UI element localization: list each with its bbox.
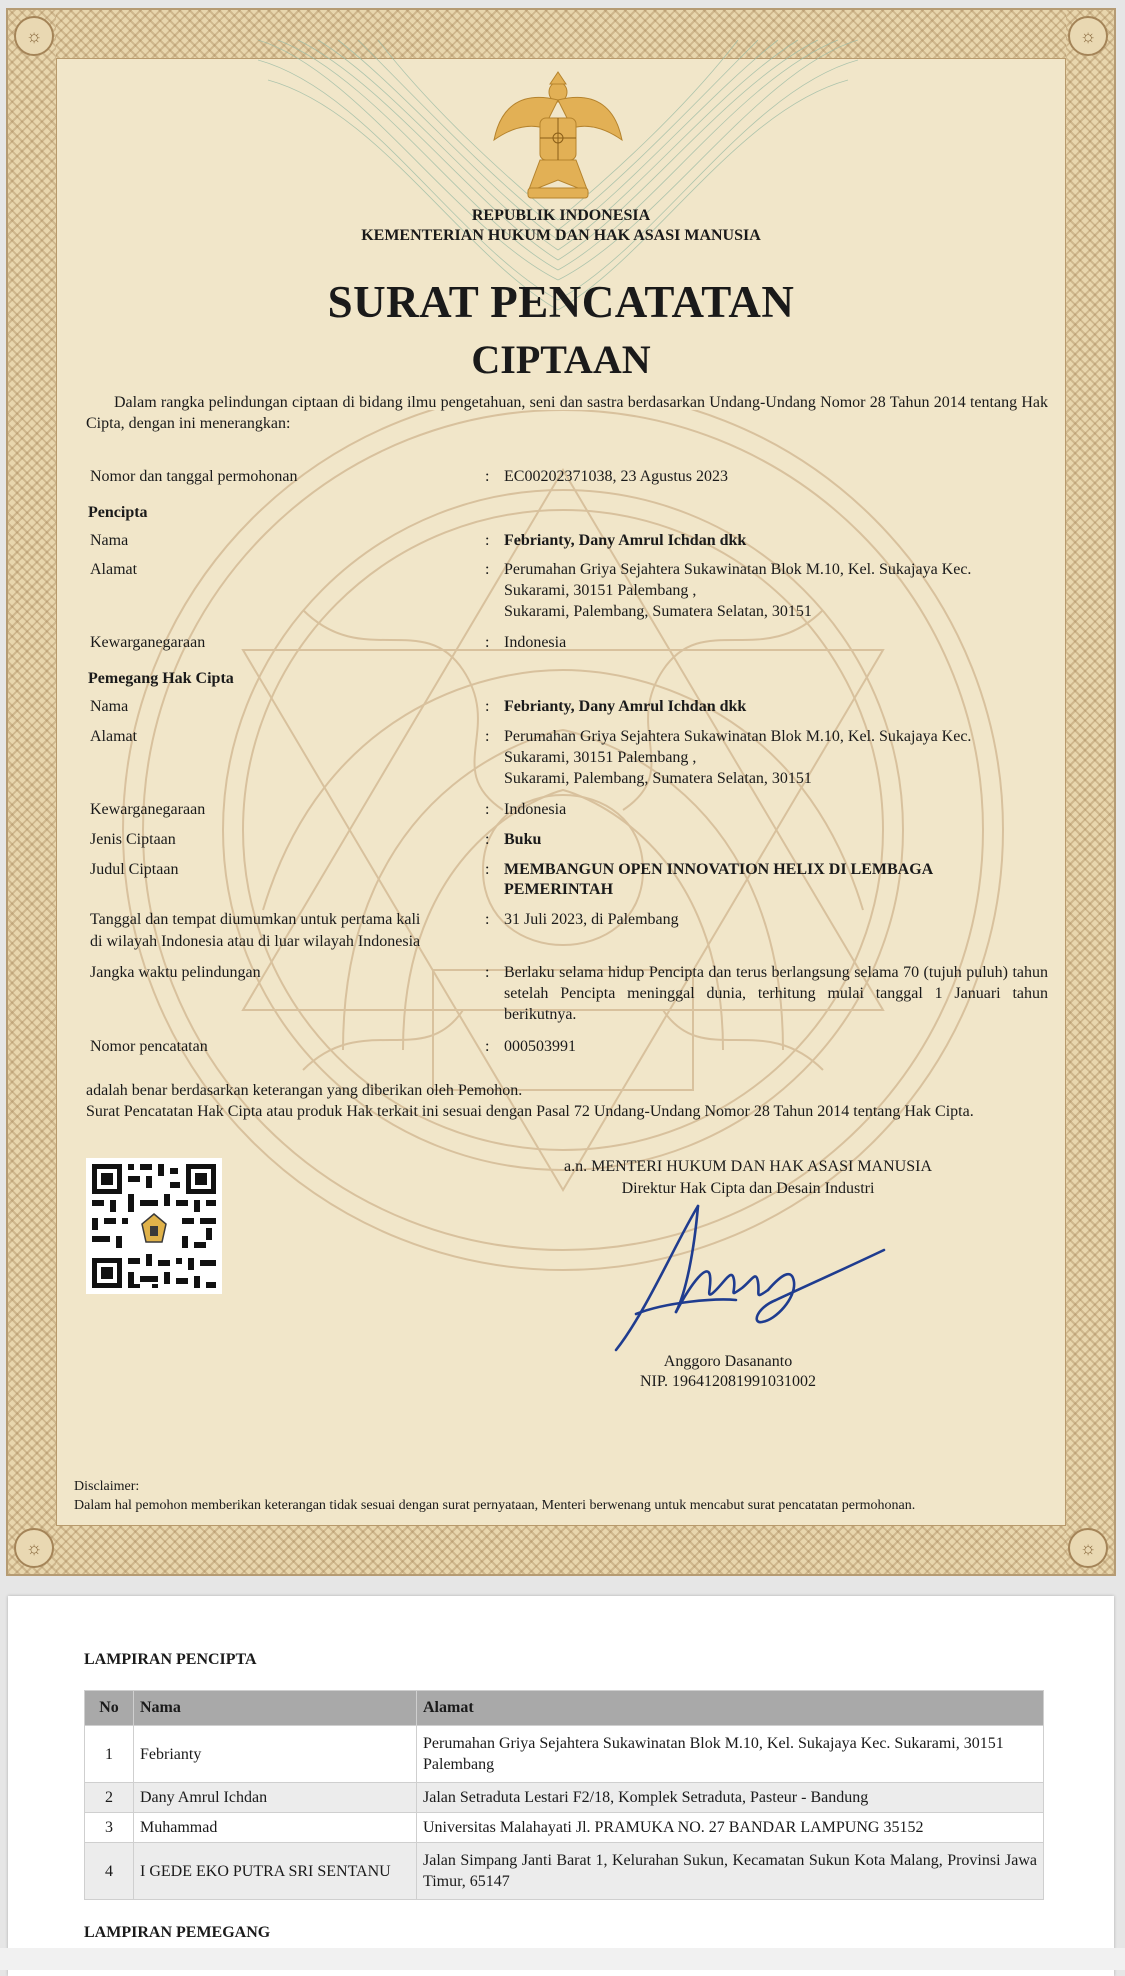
field-colon: : [485,634,490,651]
corner-ornament-icon: ☼ [1068,16,1108,56]
field-colon: : [485,911,490,928]
field-label-nomor-tanggal: Nomor dan tanggal permohonan [90,468,298,485]
field-value-pemegang-nama: Febrianty, Dany Amrul Ichdan dkk [504,698,747,715]
field-label-tanggal-umum-2: di wilayah Indonesia atau di luar wilayah Indonesia [90,933,421,950]
cell-nama: Muhammad [134,1813,417,1843]
closing-line-2: Surat Pencatatan Hak Cipta atau produk Hak terkait ini sesuai dengan Pasal 72 Undang-Undang Nomor 28 Tahun 2014 tentang Hak Cipta. [86,1103,974,1120]
column-header-nama: Nama [134,1691,417,1726]
field-label-tanggal-umum-1: Tanggal dan tempat diumumkan untuk pertama kali [90,911,421,928]
field-value-pemegang-alamat-3: Sukarami, Palembang, Sumatera Selatan, 30151 [504,770,812,787]
field-value-pemegang-alamat-1: Perumahan Griya Sejahtera Sukawinatan Blok M.10, Kel. Sukajaya Kec. [504,728,972,745]
field-colon: : [485,964,490,981]
field-value-pemegang-kewarganegaraan: Indonesia [504,801,567,818]
signatory-details [568,1352,888,1392]
field-label-kewarganegaraan: Kewarganegaraan [90,801,206,818]
corner-ornament-icon: ☼ [1068,1528,1108,1568]
disclaimer-text: Dalam hal pemohon memberikan keterangan tidak sesuai dengan surat pernyataan, Menteri berwenang untuk mencabut surat pencatatan permohonan. [74,1498,916,1513]
signatory-block [488,1156,1008,1200]
section-heading-pencipta: Pencipta [88,504,148,521]
cell-no: 2 [85,1783,134,1813]
field-value-nomor-tanggal: EC00202371038, 23 Agustus 2023 [504,468,729,485]
field-label-alamat: Alamat [90,561,138,578]
header-ministry: KEMENTERIAN HUKUM DAN HAK ASASI MANUSIA [361,227,761,244]
field-value-judul-1: MEMBANGUN OPEN INNOVATION HELIX DI LEMBAGA [504,861,934,878]
viewer-bottom-strip [0,1948,1125,1970]
cell-nama: I GEDE EKO PUTRA SRI SENTANU [134,1843,417,1900]
garuda-emblem-icon [488,70,628,210]
signatory-position: Direktur Hak Cipta dan Desain Industri [621,1180,875,1197]
field-label-judul: Judul Ciptaan [90,861,179,878]
header-republic: REPUBLIK INDONESIA [471,207,651,224]
document-title: SURAT PENCATATAN [327,277,795,327]
cell-no: 1 [85,1726,134,1783]
document-subtitle: CIPTAAN [471,337,651,382]
cell-nama: Febrianty [134,1726,417,1783]
intro-paragraph: Dalam rangka pelindungan ciptaan di bidang ilmu pengetahuan, seni dan sastra berdasarkan Undang-Undang Nomor 28 Tahun 2014 tentang Hak Cipta, dengan ini menerangkan: [86,394,1048,432]
corner-ornament-icon: ☼ [14,1528,54,1568]
field-value-tanggal-umum: 31 Juli 2023, di Palembang [504,911,679,928]
section-heading-pemegang: Pemegang Hak Cipta [88,670,234,687]
field-label-jenis: Jenis Ciptaan [90,831,176,848]
table-row [85,1726,1044,1783]
field-label-nama: Nama [90,698,129,715]
creators-table [84,1690,1044,1900]
signatory-on-behalf: a.n. MENTERI HUKUM DAN HAK ASASI MANUSIA [564,1158,932,1175]
cell-alamat: Jalan Simpang Janti Barat 1, Kelurahan Sukun, Kecamatan Sukun Kota Malang, Provinsi Jawa Timur, 65147 [417,1843,1044,1900]
field-colon: : [485,861,490,878]
cell-no: 4 [85,1843,134,1900]
field-label-kewarganegaraan: Kewarganegaraan [90,634,206,651]
field-value-nomor-pencatatan: 000503991 [504,1038,576,1055]
field-label-nama: Nama [90,532,129,549]
field-colon: : [485,468,490,485]
field-value-pencipta-nama: Febrianty, Dany Amrul Ichdan dkk [504,532,747,549]
field-value-jenis: Buku [504,831,542,848]
field-colon: : [485,532,490,549]
cell-alamat: Universitas Malahayati Jl. PRAMUKA NO. 27 BANDAR LAMPUNG 35152 [417,1813,1044,1843]
field-value-pencipta-alamat-1: Perumahan Griya Sejahtera Sukawinatan Blok M.10, Kel. Sukajaya Kec. [504,561,972,578]
signatory-nip: NIP. 196412081991031002 [639,1373,816,1390]
cell-nama: Dany Amrul Ichdan [134,1783,417,1813]
field-value-judul-2: PEMERINTAH [504,881,614,898]
disclaimer-label: Disclaimer: [74,1479,140,1494]
attachment-title-holder: LAMPIRAN PEMEGANG [84,1924,271,1941]
field-value-jangka: Berlaku selama hidup Pencipta dan terus berlangsung selama 70 (tujuh puluh) tahun setelah Pencipta meninggal dunia, terhitung mulai tanggal 1 Januari tahun berikutnya. [504,964,1048,1023]
field-value-pencipta-alamat-3: Sukarami, Palembang, Sumatera Selatan, 30151 [504,603,812,620]
column-header-alamat: Alamat [417,1691,1044,1726]
field-colon: : [485,831,490,848]
cell-alamat: Jalan Setraduta Lestari F2/18, Komplek Setraduta, Pasteur - Bandung [417,1783,1044,1813]
corner-ornament-icon: ☼ [14,16,54,56]
closing-line-1: adalah benar berdasarkan keterangan yang diberikan oleh Pemohon. [86,1082,523,1099]
table-header-row [85,1691,1044,1726]
cell-no: 3 [85,1813,134,1843]
field-label-jangka: Jangka waktu pelindungan [90,964,261,981]
attachment-page [8,1596,1114,1976]
frame-border-bottom [8,1526,1114,1574]
signatory-name: Anggoro Dasananto [663,1353,793,1370]
table-row [85,1783,1044,1813]
closing-statement [86,1080,1048,1122]
disclaimer [74,1477,1074,1515]
field-value-pencipta-kewarganegaraan: Indonesia [504,634,567,651]
field-colon: : [485,1038,490,1055]
field-colon: : [485,561,490,578]
field-colon: : [485,698,490,715]
table-row [85,1813,1044,1843]
certificate-page [6,8,1116,1576]
handwritten-signature [606,1202,888,1354]
field-value-pemegang-alamat-2: Sukarami, 30151 Palembang , [504,749,697,766]
attachment-title: LAMPIRAN PENCIPTA [84,1651,257,1668]
cell-alamat: Perumahan Griya Sejahtera Sukawinatan Blok M.10, Kel. Sukajaya Kec. Sukarami, 30151 Palembang [417,1726,1044,1783]
table-row [85,1843,1044,1900]
qr-code-icon [86,1158,222,1294]
column-header-no: No [85,1691,134,1726]
field-label-nomor-pencatatan: Nomor pencatatan [90,1038,208,1055]
field-value-pencipta-alamat-2: Sukarami, 30151 Palembang , [504,582,697,599]
field-colon: : [485,728,490,745]
field-colon: : [485,801,490,818]
field-label-alamat: Alamat [90,728,138,745]
